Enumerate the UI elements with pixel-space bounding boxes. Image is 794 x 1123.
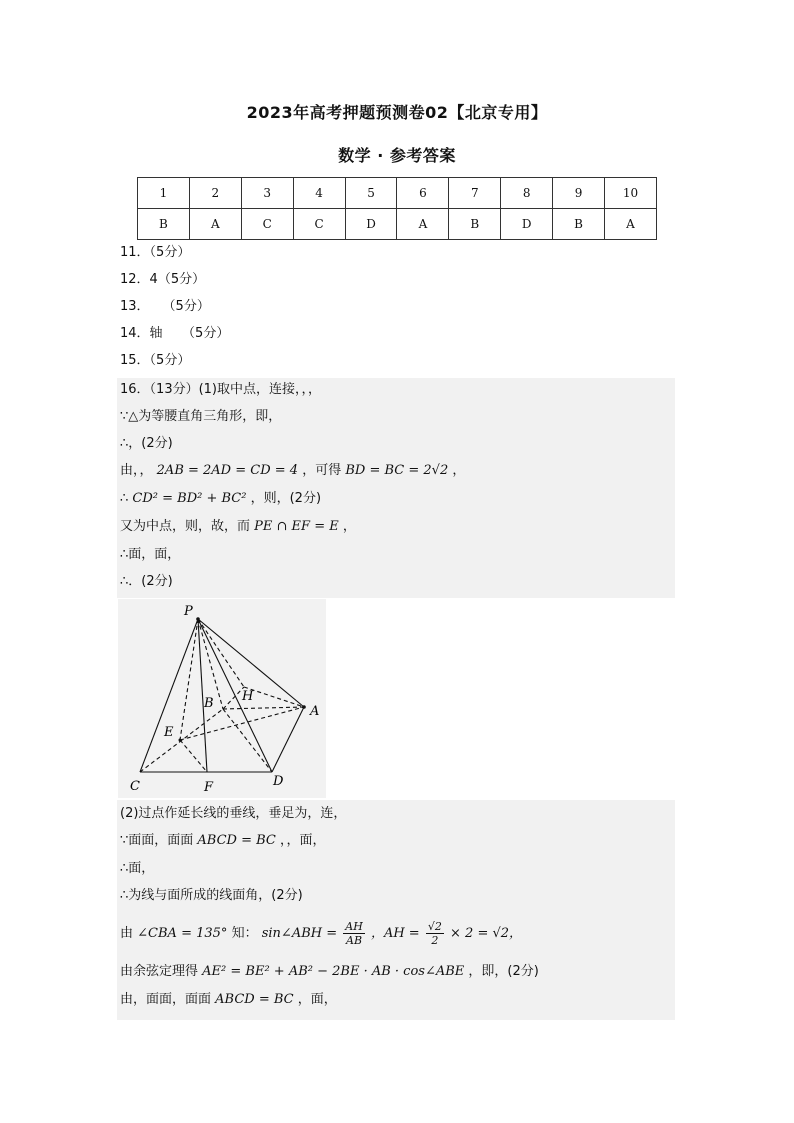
line-6-equation: PE ∩ EF = E [254,519,339,534]
fraction-ah-ab [343,920,365,947]
question-number-cell: 4 [293,178,345,209]
solution-16-part2-line-1: (2)过点作延长线的垂线，垂足为，连， [120,806,347,821]
solution-16-line-6 [120,514,356,540]
label-C: C [130,779,140,794]
line-4-text-e: ， [452,463,466,478]
solution-16-line-3: ∴，(2分) [120,436,173,451]
p2-line-5-angle: ∠CBA = 135° [137,926,228,941]
fraction-denominator: AB [346,934,363,947]
question-number-cell: 3 [241,178,293,209]
page-subtitle: 数学 · 参考答案 [338,146,456,165]
solution-16-line-1: 16．（13分）(1)取中点，连接，，， [120,382,321,397]
p2-line-5-text-c: 知： [231,926,258,941]
p2-line-5-ah: ，AH = [370,926,420,941]
solution-16-line-7: ∴面，面， [120,547,181,562]
answer-11: 11．（5分） [120,245,191,260]
fraction-sqrt2-2 [426,920,444,947]
answer-cell: C [241,209,293,240]
label-A: A [310,704,320,719]
answer-cell: A [189,209,241,240]
solution-16-line-8: ∴．(2分) [120,574,173,589]
p2-line-5-result: × 2 = √2， [450,926,523,941]
pyramid-diagram [118,599,326,798]
answer-table-answer-row [138,209,657,240]
solution-16-part2-line-3: ∴面， [120,861,155,876]
p2-line-7-equation: ABCD = BC [215,992,294,1007]
p2-line-7-text-c: ，面， [297,992,337,1007]
solution-16-part2-line-7 [120,987,337,1013]
page-title: 2023年高考押题预测卷02【北京专用】 [246,103,548,122]
question-number-cell: 5 [345,178,397,209]
answer-cell: C [293,209,345,240]
answer-cell: D [501,209,553,240]
answer-cell: A [397,209,449,240]
question-number-cell: 6 [397,178,449,209]
line-4-text-c: ，可得 [302,463,342,478]
p2-line-5-text-a: 由 [120,926,134,941]
answer-cell: B [138,209,190,240]
label-B: B [204,696,214,711]
solution-16-line-5 [120,486,321,512]
line-6-text-a: 又为中点，则，故，而 [120,519,251,534]
label-E: E [164,725,174,740]
answer-table-number-row [138,178,657,209]
line-5-text-c: ，则，(2分) [250,491,322,506]
fraction-denominator: 2 [431,934,439,947]
solution-16-part2-line-2 [120,828,326,854]
solution-16-part2-line-6 [120,959,539,985]
solution-16-line-2: ∵△为等腰直角三角形，即， [120,409,282,424]
question-number-cell: 9 [553,178,605,209]
answer-13: 13． （5分） [120,299,210,314]
line-5-equation: CD² = BD² + BC² [132,491,247,506]
p2-line-5-sin: sin∠ABH = [261,926,338,941]
line-4-result: BD = BC = 2√2 [345,463,449,478]
label-P: P [184,604,193,619]
question-number-cell: 8 [501,178,553,209]
question-number-cell: 10 [605,178,657,209]
answer-14: 14．轴 （5分） [120,326,230,341]
label-D: D [273,774,284,789]
answer-table [137,177,657,240]
p2-line-6-text-a: 由余弦定理得 [120,964,199,979]
p2-line-6-text-c: ，即，(2分) [468,964,539,979]
answer-cell: A [605,209,657,240]
answer-15: 15．（5分） [120,353,191,368]
p2-line-2-text-a: ∵面面，面面 [120,833,194,848]
p2-line-2-equation: ABCD = BC [197,833,276,848]
label-H: H [242,689,254,704]
answer-cell: B [553,209,605,240]
answer-cell: D [345,209,397,240]
p2-line-6-equation: AE² = BE² + AB² − 2BE · AB · cos∠ABE [202,964,465,979]
question-number-cell: 1 [138,178,190,209]
pyramid-figure [118,599,326,798]
solution-16-part2-line-5 [120,914,522,954]
question-number-cell: 7 [449,178,501,209]
line-4-equation: 2AB = 2AD = CD = 4 [156,463,299,478]
solution-16-line-4 [120,458,465,484]
answer-12: 12．4（5分） [120,272,206,287]
answer-cell: B [449,209,501,240]
fraction-numerator: √2 [427,920,442,933]
line-6-text-c: ， [342,519,356,534]
line-5-text-a: ∴ [120,491,129,506]
p2-line-7-text-a: 由，面面，面面 [120,992,212,1007]
fraction-numerator: AH [345,920,363,933]
solution-16-part2-line-4: ∴为线与面所成的线面角，(2分) [120,888,303,903]
line-4-text-a: 由，， [120,463,153,478]
label-F: F [204,780,214,795]
question-number-cell: 2 [189,178,241,209]
p2-line-2-text-c: ，，面， [280,833,326,848]
